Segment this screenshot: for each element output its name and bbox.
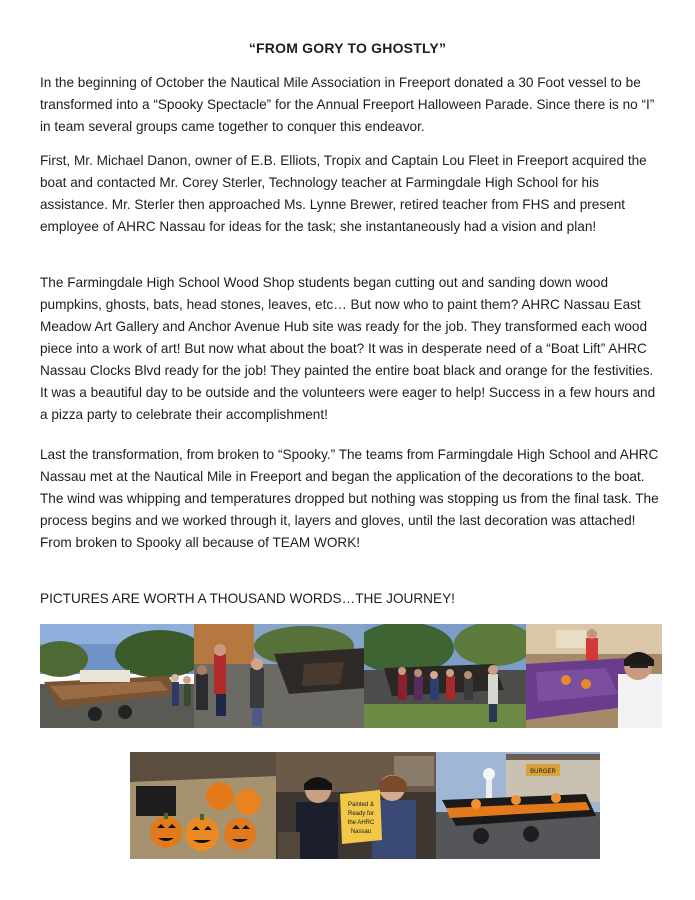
document-title: “FROM GORY TO GHOSTLY” bbox=[248, 40, 447, 56]
paragraph-woodshop: The Farmingdale High School Wood Shop students began cutting out and sanding down wood pumpkins, ghosts, bats, head stones, leaves, etc… But now who to paint them? AHRC Nassau East Meadow Art Gallery and Anchor Avenue Hub site was ready for the job. They transformed each wood piece into a work of art! But now what about the boat? It was in desperate need of a “Boat Lift” AHRC Nassau Clocks Blvd ready for the job! They painted the entire boat black and orange for the festivities. It was a beautiful day to be outside and the volunteers were eager to help! Success in a few hours and a pizza party to celebrate their accomplishment! bbox=[40, 275, 656, 422]
svg-text:Painted &: Painted & bbox=[347, 802, 375, 808]
svg-text:the AHRC: the AHRC bbox=[347, 820, 375, 826]
paragraph-first: First, Mr. Michael Danon, owner of E.B. Elliots, Tropix and Captain Lou Fleet in Freeport acquired the boat and contacted Mr. Corey Sterler, Technology teacher at Farmingdale High School for his assistance. Mr. Sterler then approached Ms. Lynne Brewer, retired teacher from FHS and present employee of AHRC Nassau for ideas for the task; she instantaneously had a vision and plan! bbox=[40, 153, 647, 234]
photo-volunteers-with-sign bbox=[276, 752, 438, 859]
photo-painting-session bbox=[526, 624, 662, 728]
photo-painted-pumpkins bbox=[130, 752, 277, 859]
photo-boat-on-trailer bbox=[40, 624, 196, 728]
svg-text:Ready for: Ready for bbox=[347, 811, 375, 817]
photo-group-with-boat bbox=[364, 624, 528, 728]
paragraph-pictures-heading: PICTURES ARE WORTH A THOUSAND WORDS…THE JOURNEY! bbox=[40, 591, 455, 606]
paragraph-transformation: Last the transformation, from broken to “Spooky.” The teams from Farmingdale High School and AHRC Nassau met at the Nautical Mile in Freeport and began the application of the decorations to the boat. The wind was whipping and temperatures dropped but nothing was stopping us from the final task. The process begins and we worked through it, layers and gloves, until the last decoration was attached! From broken to Spooky all because of TEAM WORK! bbox=[40, 447, 659, 550]
photo-volunteers-at-boat bbox=[194, 624, 366, 728]
photo-finished-spooky-boat bbox=[436, 752, 600, 859]
paragraph-intro: In the beginning of October the Nautical Mile Association in Freeport donated a 30 Foot vessel to be transformed into a “Spooky Spectacle” for the Annual Freeport Halloween Parade. Since there is no “I” in team several groups came together to conquer this endeavor. bbox=[40, 75, 655, 134]
svg-text:Nassau: Nassau bbox=[350, 829, 372, 835]
svg-text:BURGER: BURGER bbox=[530, 769, 556, 775]
